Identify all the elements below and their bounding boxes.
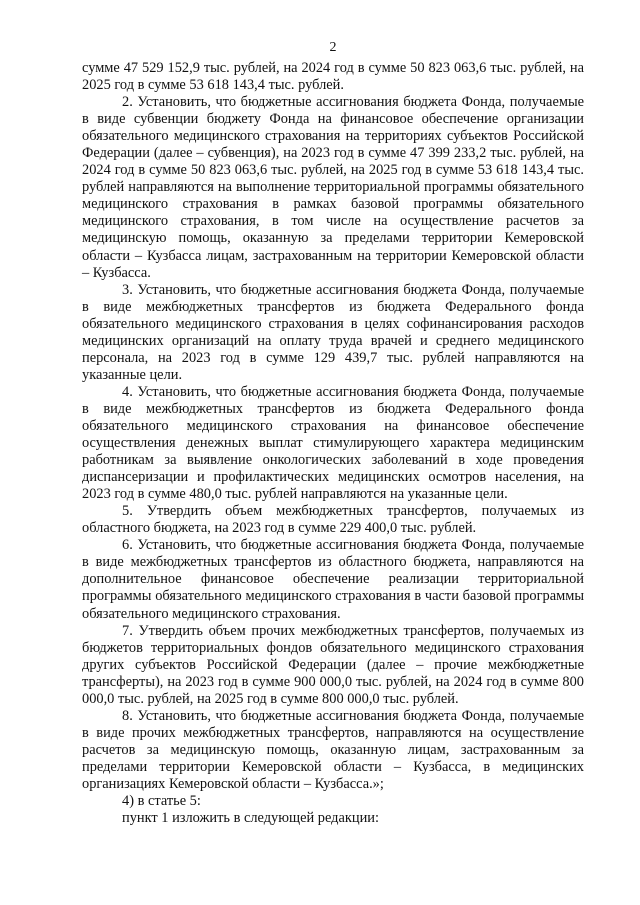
paragraph-item-4: 4. Установить, что бюджетные ассигнования бюджета Фонда, получаемые в виде межбюджетных трансфертов из бюджета Федерального фонда обязательного медицинского страхования на финансовое обеспечение осуществления денежных выплат стимулирующего характера медицинским работникам за выявление онкологических заболеваний в ходе проведения диспансеризации и профилактических медицинских осмотров населения, на 2023 год в сумме 480,0 тыс. рублей направляются на указанные цели. [82,383,584,503]
paragraph-item-2: 2. Установить, что бюджетные ассигнования бюджета Фонда, получаемые в виде субвенции бюджету Фонда на финансовое обеспечение организации обязательного медицинского страхования на территориях субъектов Российской Федерации (далее – субвенция), на 2023 год в сумме 47 399 233,2 тыс. рублей, на 2024 год в сумме 50 823 063,6 тыс. рублей, на 2025 год в сумме 53 618 143,4 тыс. рублей направляются на выполнение территориальной программы обязательного медицинского страхования в рамках базовой программы обязательного медицинского страхования, в том числе на осуществление расчетов за медицинскую помощь, оказанную за пределами территории Кемеровской области – Кузбасса лицам, застрахованным на территории Кемеровской области – Кузбасса. [82,94,584,281]
paragraph-item-3: 3. Установить, что бюджетные ассигнования бюджета Фонда, получаемые в виде межбюджетных трансфертов из бюджета Федерального фонда обязательного медицинского страхования в целях софинансирования расходов медицинских организаций на оплату труда врачей и среднего медицинского персонала, на 2023 год в сумме 129 439,7 тыс. рублей направляются на указанные цели. [82,281,584,383]
paragraph-continuation: сумме 47 529 152,9 тыс. рублей, на 2024 год в сумме 50 823 063,6 тыс. рублей, на 2025 год в сумме 53 618 143,4 тыс. рублей. [82,60,584,94]
paragraph-item-7: 7. Утвердить объем прочих межбюджетных трансфертов, получаемых из бюджетов территориальных фондов обязательного медицинского страхования других субъектов Российской Федерации (далее – прочие межбюджетные трансферты), на 2023 год в сумме 900 000,0 тыс. рублей, на 2024 год в сумме 800 000,0 тыс. рублей, на 2025 год в сумме 800 000,0 тыс. рублей. [82,622,584,707]
paragraph-item-8: 8. Установить, что бюджетные ассигнования бюджета Фонда, получаемые в виде прочих межбюджетных трансфертов, направляются на осуществление расчетов за медицинскую помощь, оказанную лицам, застрахованным за пределами территории Кемеровской области – Кузбасса, в медицинских организациях Кемеровской области – Кузбасса.»; [82,707,584,792]
paragraph-article-5-heading: 4) в статье 5: [122,793,201,810]
paragraph-item-6: 6. Установить, что бюджетные ассигнования бюджета Фонда, получаемые в виде межбюджетных трансфертов из областного бюджета, направляются на дополнительное финансовое обеспечение реализации территориальной программы обязательного медицинского страхования в части базовой программы обязательного медицинского страхования. [82,537,584,622]
page-number: 2 [329,40,337,55]
paragraph-article-5-point-1: пункт 1 изложить в следующей редакции: [122,810,379,827]
paragraph-item-5: 5. Утвердить объем межбюджетных трансфертов, получаемых из областного бюджета, на 2023 год в сумме 229 400,0 тыс. рублей. [82,503,584,537]
